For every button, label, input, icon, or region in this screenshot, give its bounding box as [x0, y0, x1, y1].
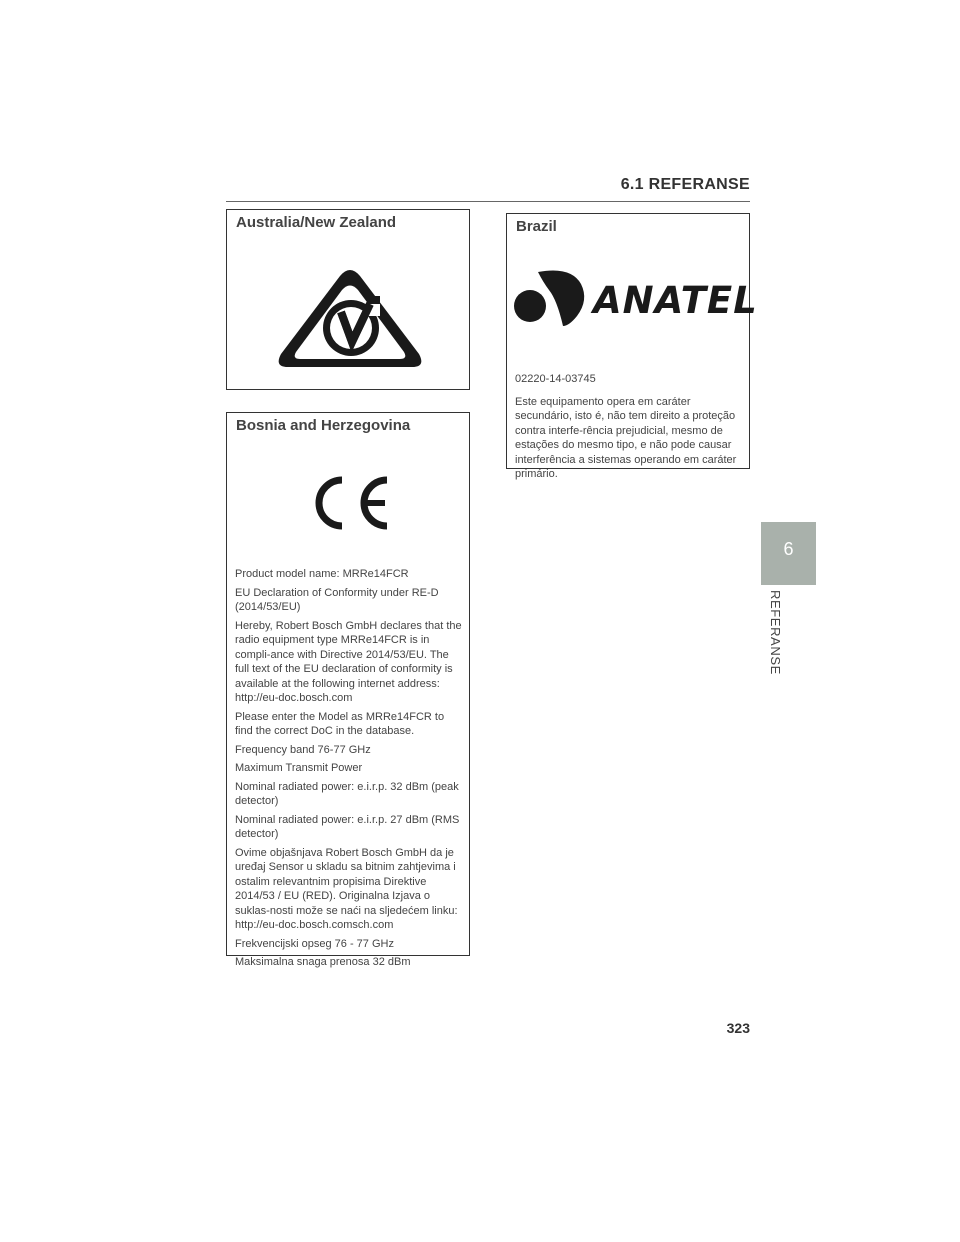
anatel-logo: [513, 266, 758, 328]
bosnia-herzegovina-text: [235, 567, 463, 974]
brazil-text: [515, 372, 743, 486]
chapter-label-container: [765, 590, 791, 690]
anatel-notice-text: Este equipamento opera em caráter secundário, isto é, não tem direito a proteção contra interfe-rência prejudicial, mesmo de estações do mesmo tipo, e não pode causar interferência a sistemas operando em caráter primário.: [515, 395, 737, 480]
bosch-declaration-text: Hereby, Robert Bosch GmbH declares that the radio equipment type MRRe14FCR is in compli-ance with Directive 2014/53/EU. The full text of the EU declaration of conformity is available at the following internet address: http://eu-doc.bosch.com: [235, 619, 462, 704]
chapter-tab: [761, 522, 816, 585]
anatel-symbol-icon: [513, 266, 589, 328]
ce-mark-icon: [309, 476, 391, 530]
anatel-wordmark: ANATEL: [593, 279, 758, 322]
bosnian-declaration-text: Ovime objašnjava Robert Bosch GmbH da je uređaj Sensor u skladu sa bitnim zahtjevima i ostalim relevantnim propisima Direktive 2014/53 / EU (RED). Originalna Izjava o suklas-nosti može se naći na sljedećem linku: http://eu-doc.bosch.comsch.com: [235, 846, 458, 931]
bosnia-herzegovina-title: Bosnia and Herzegovina: [236, 417, 411, 434]
header-divider: [226, 201, 750, 202]
page-number: 323: [726, 1020, 750, 1036]
eu-declaration-text: EU Declaration of Conformity under RE-D (2014/53/EU): [235, 586, 439, 613]
chapter-number: 6: [783, 539, 794, 559]
doc-instructions-text: Please enter the Model as MRRe14FCR to find the correct DoC in the database.: [235, 710, 445, 737]
anatel-code-text: 02220-14-03745: [515, 373, 596, 385]
model-name-text: Product model name: MRRe14FCR: [235, 568, 409, 580]
bosnian-power-text: Maksimalna snaga prenosa 32 dBm: [235, 956, 411, 968]
brazil-box: [506, 213, 758, 480]
australia-nz-title: Australia/New Zealand: [236, 214, 397, 231]
rms-power-text: Nominal radiated power: e.i.r.p. 27 dBm (RMS detector): [235, 813, 460, 840]
brazil-title: Brazil: [516, 218, 557, 235]
rcm-mark-icon: [274, 266, 426, 370]
peak-power-text: Nominal radiated power: e.i.r.p. 32 dBm (peak detector): [235, 780, 459, 807]
bosnia-herzegovina-box: [226, 412, 470, 968]
bosnian-frequency-text: Frekvencijski opseg 76 - 77 GHz: [235, 937, 394, 950]
section-title: 6.1 REFERANSE: [620, 176, 750, 193]
australia-nz-box: [226, 209, 470, 390]
max-transmit-power-text: Maximum Transmit Power: [235, 762, 363, 774]
frequency-band-text: Frequency band 76-77 GHz: [235, 743, 371, 756]
chapter-label: REFERANSE: [768, 590, 783, 675]
